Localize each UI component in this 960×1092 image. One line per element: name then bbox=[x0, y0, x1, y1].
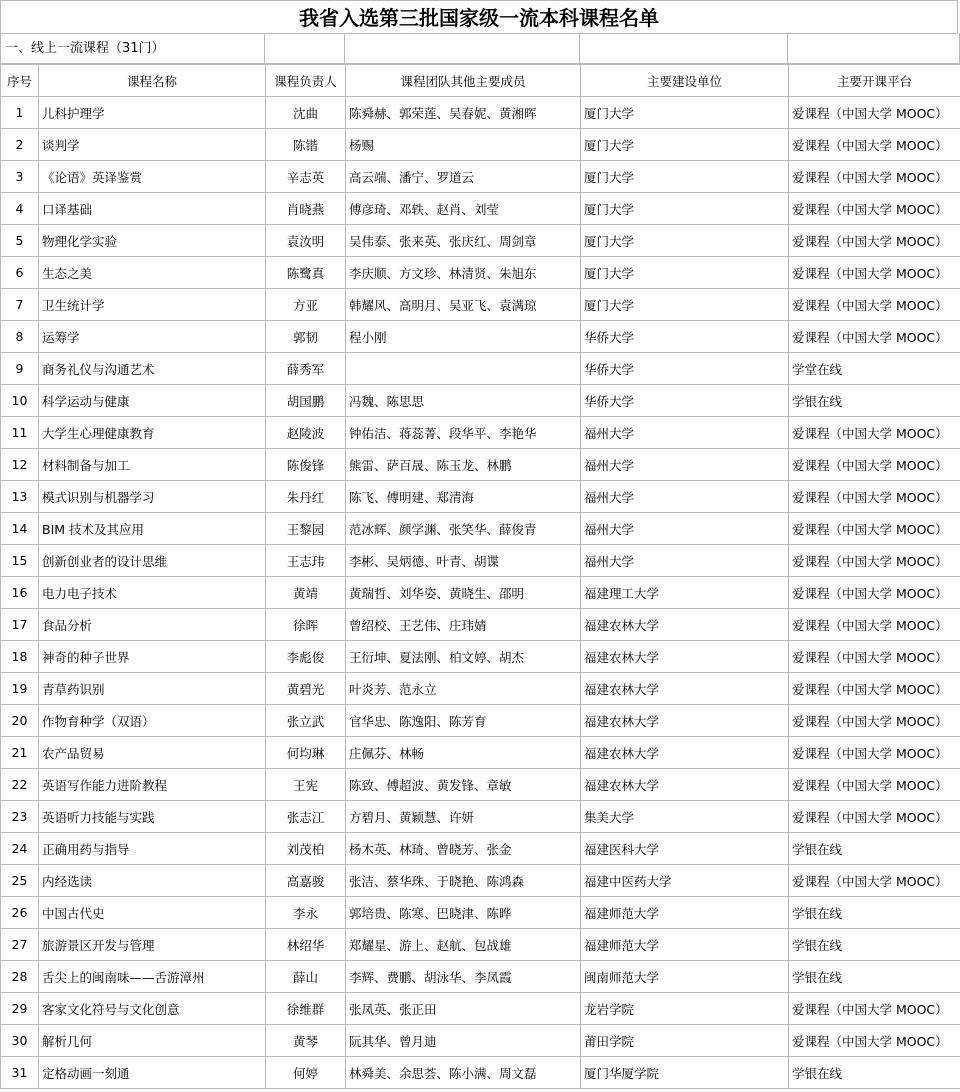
platform: 爱课程（中国大学 MOOC） bbox=[789, 641, 960, 673]
course-name: 大学生心理健康教育 bbox=[39, 417, 266, 449]
build-unit: 厦门大学 bbox=[581, 97, 789, 129]
build-unit: 福建师范大学 bbox=[581, 897, 789, 929]
table-row bbox=[1, 161, 960, 193]
course-lead: 黄碧光 bbox=[266, 673, 346, 705]
course-lead: 何婷 bbox=[266, 1057, 346, 1089]
course-name: 解析几何 bbox=[39, 1025, 266, 1057]
platform: 爱课程（中国大学 MOOC） bbox=[789, 1025, 960, 1057]
build-unit: 厦门大学 bbox=[581, 193, 789, 225]
course-name: 作物育种学（双语） bbox=[39, 705, 266, 737]
course-name: 食品分析 bbox=[39, 609, 266, 641]
platform: 爱课程（中国大学 MOOC） bbox=[789, 577, 960, 609]
course-lead: 辛志英 bbox=[266, 161, 346, 193]
table-row bbox=[1, 417, 960, 449]
course-name: 青草药识别 bbox=[39, 673, 266, 705]
platform: 学堂在线 bbox=[789, 353, 960, 385]
table-row bbox=[1, 705, 960, 737]
row-index: 23 bbox=[1, 801, 39, 833]
table-row bbox=[1, 353, 960, 385]
course-name: 谈判学 bbox=[39, 129, 266, 161]
course-name: 正确用药与指导 bbox=[39, 833, 266, 865]
course-lead: 黄琴 bbox=[266, 1025, 346, 1057]
build-unit: 福建农林大学 bbox=[581, 705, 789, 737]
course-lead: 李永 bbox=[266, 897, 346, 929]
course-name: 生态之美 bbox=[39, 257, 266, 289]
team-members: 陈飞、傅明建、郑清海 bbox=[346, 481, 581, 513]
table-row bbox=[1, 801, 960, 833]
row-index: 1 bbox=[1, 97, 39, 129]
platform: 学银在线 bbox=[789, 961, 960, 993]
page-title: 我省入选第三批国家级一流本科课程名单 bbox=[0, 0, 958, 34]
row-index: 19 bbox=[1, 673, 39, 705]
row-index: 28 bbox=[1, 961, 39, 993]
table-row bbox=[1, 225, 960, 257]
course-table bbox=[0, 64, 960, 1089]
platform: 爱课程（中国大学 MOOC） bbox=[789, 801, 960, 833]
build-unit: 华侨大学 bbox=[581, 321, 789, 353]
build-unit: 福建中医药大学 bbox=[581, 865, 789, 897]
build-unit: 福建农林大学 bbox=[581, 673, 789, 705]
build-unit: 闽南师范大学 bbox=[581, 961, 789, 993]
platform: 爱课程（中国大学 MOOC） bbox=[789, 673, 960, 705]
course-lead: 张立武 bbox=[266, 705, 346, 737]
team-members: 程小刚 bbox=[346, 321, 581, 353]
table-row bbox=[1, 737, 960, 769]
build-unit: 福建农林大学 bbox=[581, 769, 789, 801]
platform: 爱课程（中国大学 MOOC） bbox=[789, 705, 960, 737]
course-name: 舌尖上的闽南味——舌游漳州 bbox=[39, 961, 266, 993]
row-index: 30 bbox=[1, 1025, 39, 1057]
header-row bbox=[1, 65, 960, 97]
team-members: 杨木英、林琦、曾晓芳、张金 bbox=[346, 833, 581, 865]
course-lead: 刘茂柏 bbox=[266, 833, 346, 865]
course-name: 农产品贸易 bbox=[39, 737, 266, 769]
course-lead: 赵陵波 bbox=[266, 417, 346, 449]
team-members: 韩耀风、高明月、吴亚飞、袁满琼 bbox=[346, 289, 581, 321]
course-lead: 陈锴 bbox=[266, 129, 346, 161]
platform: 爱课程（中国大学 MOOC） bbox=[789, 545, 960, 577]
build-unit: 厦门大学 bbox=[581, 225, 789, 257]
table-row bbox=[1, 577, 960, 609]
team-members: 林舜美、余思荟、陈小满、周文磊 bbox=[346, 1057, 581, 1089]
team-members: 郑耀星、游上、赵航、包战雄 bbox=[346, 929, 581, 961]
build-unit: 福建理工大学 bbox=[581, 577, 789, 609]
course-lead: 薛秀军 bbox=[266, 353, 346, 385]
table-row bbox=[1, 961, 960, 993]
build-unit: 福建师范大学 bbox=[581, 929, 789, 961]
course-lead: 袁汝明 bbox=[266, 225, 346, 257]
row-index: 3 bbox=[1, 161, 39, 193]
table-row bbox=[1, 257, 960, 289]
course-name: 电力电子技术 bbox=[39, 577, 266, 609]
course-lead: 黄靖 bbox=[266, 577, 346, 609]
platform: 爱课程（中国大学 MOOC） bbox=[789, 737, 960, 769]
course-lead: 徐晖 bbox=[266, 609, 346, 641]
build-unit: 厦门大学 bbox=[581, 289, 789, 321]
build-unit: 集美大学 bbox=[581, 801, 789, 833]
platform: 爱课程（中国大学 MOOC） bbox=[789, 449, 960, 481]
platform: 爱课程（中国大学 MOOC） bbox=[789, 193, 960, 225]
course-lead: 李彪俊 bbox=[266, 641, 346, 673]
table-row bbox=[1, 609, 960, 641]
course-name: 卫生统计学 bbox=[39, 289, 266, 321]
build-unit: 福州大学 bbox=[581, 449, 789, 481]
table-row bbox=[1, 929, 960, 961]
build-unit: 福建农林大学 bbox=[581, 737, 789, 769]
course-lead: 王志玮 bbox=[266, 545, 346, 577]
build-unit: 福州大学 bbox=[581, 513, 789, 545]
table-row bbox=[1, 129, 960, 161]
table-row bbox=[1, 545, 960, 577]
table-row bbox=[1, 385, 960, 417]
row-index: 27 bbox=[1, 929, 39, 961]
team-members: 范冰辉、颜学渊、张笑华、薛俊青 bbox=[346, 513, 581, 545]
header-unit: 主要建设单位 bbox=[581, 65, 789, 97]
team-members: 官华忠、陈逸阳、陈芳育 bbox=[346, 705, 581, 737]
team-members: 张凤英、张正田 bbox=[346, 993, 581, 1025]
empty-cell bbox=[580, 33, 788, 64]
empty-cell bbox=[265, 33, 345, 64]
row-index: 20 bbox=[1, 705, 39, 737]
course-lead: 林绍华 bbox=[266, 929, 346, 961]
row-index: 25 bbox=[1, 865, 39, 897]
row-index: 5 bbox=[1, 225, 39, 257]
team-members: 钟佑洁、蒋蕊菁、段华平、李艳华 bbox=[346, 417, 581, 449]
build-unit: 福州大学 bbox=[581, 417, 789, 449]
build-unit: 福建农林大学 bbox=[581, 641, 789, 673]
team-members bbox=[346, 353, 581, 385]
course-lead: 郭韧 bbox=[266, 321, 346, 353]
table-row bbox=[1, 97, 960, 129]
course-name: 《论语》英译鉴赏 bbox=[39, 161, 266, 193]
course-lead: 肖晓燕 bbox=[266, 193, 346, 225]
team-members: 陈致、傅超波、黄发锋、章敏 bbox=[346, 769, 581, 801]
table-row bbox=[1, 641, 960, 673]
platform: 爱课程（中国大学 MOOC） bbox=[789, 257, 960, 289]
course-name: 定格动画一刻通 bbox=[39, 1057, 266, 1089]
table-row bbox=[1, 289, 960, 321]
platform: 学银在线 bbox=[789, 1057, 960, 1089]
row-index: 15 bbox=[1, 545, 39, 577]
platform: 爱课程（中国大学 MOOC） bbox=[789, 993, 960, 1025]
row-index: 11 bbox=[1, 417, 39, 449]
platform: 学银在线 bbox=[789, 385, 960, 417]
platform: 爱课程（中国大学 MOOC） bbox=[789, 129, 960, 161]
course-lead: 胡国鹏 bbox=[266, 385, 346, 417]
table-row bbox=[1, 833, 960, 865]
row-index: 26 bbox=[1, 897, 39, 929]
table-row bbox=[1, 993, 960, 1025]
course-name: 物理化学实验 bbox=[39, 225, 266, 257]
team-members: 陈舜赫、郭荣莲、吴春妮、黄湘晖 bbox=[346, 97, 581, 129]
course-lead: 朱丹红 bbox=[266, 481, 346, 513]
table-row bbox=[1, 193, 960, 225]
course-name: 英语听力技能与实践 bbox=[39, 801, 266, 833]
row-index: 16 bbox=[1, 577, 39, 609]
platform: 爱课程（中国大学 MOOC） bbox=[789, 513, 960, 545]
course-name: 科学运动与健康 bbox=[39, 385, 266, 417]
build-unit: 厦门大学 bbox=[581, 161, 789, 193]
table-row bbox=[1, 769, 960, 801]
platform: 爱课程（中国大学 MOOC） bbox=[789, 769, 960, 801]
build-unit: 华侨大学 bbox=[581, 385, 789, 417]
team-members: 叶炎芳、范永立 bbox=[346, 673, 581, 705]
course-lead: 沈曲 bbox=[266, 97, 346, 129]
platform: 爱课程（中国大学 MOOC） bbox=[789, 289, 960, 321]
course-name: 内经选读 bbox=[39, 865, 266, 897]
team-members: 阮其华、曾月迪 bbox=[346, 1025, 581, 1057]
build-unit: 福建医科大学 bbox=[581, 833, 789, 865]
platform: 学银在线 bbox=[789, 833, 960, 865]
build-unit: 厦门大学 bbox=[581, 129, 789, 161]
team-members: 吴伟泰、张来英、张庆红、周剑章 bbox=[346, 225, 581, 257]
table-row bbox=[1, 513, 960, 545]
row-index: 12 bbox=[1, 449, 39, 481]
course-name: 客家文化符号与文化创意 bbox=[39, 993, 266, 1025]
build-unit: 福建农林大学 bbox=[581, 609, 789, 641]
team-members: 王衍坤、夏法刚、柏文婷、胡杰 bbox=[346, 641, 581, 673]
header-course-name: 课程名称 bbox=[39, 65, 266, 97]
team-members: 黄瑞哲、刘华姿、黄晓生、邵明 bbox=[346, 577, 581, 609]
empty-cell bbox=[788, 33, 960, 64]
row-index: 17 bbox=[1, 609, 39, 641]
platform: 爱课程（中国大学 MOOC） bbox=[789, 609, 960, 641]
row-index: 6 bbox=[1, 257, 39, 289]
build-unit: 福州大学 bbox=[581, 481, 789, 513]
table-row bbox=[1, 1057, 960, 1089]
team-members: 李辉、费鹏、胡泳华、李凤霞 bbox=[346, 961, 581, 993]
team-members: 冯魏、陈思思 bbox=[346, 385, 581, 417]
team-members: 庄佩芬、林畅 bbox=[346, 737, 581, 769]
course-name: 神奇的种子世界 bbox=[39, 641, 266, 673]
row-index: 4 bbox=[1, 193, 39, 225]
platform: 爱课程（中国大学 MOOC） bbox=[789, 321, 960, 353]
row-index: 2 bbox=[1, 129, 39, 161]
team-members: 郭培贵、陈寒、巴晓津、陈晔 bbox=[346, 897, 581, 929]
table-row bbox=[1, 673, 960, 705]
course-name: 英语写作能力进阶教程 bbox=[39, 769, 266, 801]
table-row bbox=[1, 865, 960, 897]
build-unit: 龙岩学院 bbox=[581, 993, 789, 1025]
team-members: 熊雷、萨百晟、陈玉龙、林鹏 bbox=[346, 449, 581, 481]
platform: 爱课程（中国大学 MOOC） bbox=[789, 865, 960, 897]
team-members: 李彬、吴炳德、叶青、胡谍 bbox=[346, 545, 581, 577]
build-unit: 华侨大学 bbox=[581, 353, 789, 385]
platform: 爱课程（中国大学 MOOC） bbox=[789, 97, 960, 129]
course-lead: 陈鹭真 bbox=[266, 257, 346, 289]
team-members: 高云端、潘宁、罗道云 bbox=[346, 161, 581, 193]
course-name: 创新创业者的设计思维 bbox=[39, 545, 266, 577]
course-name: BIM 技术及其应用 bbox=[39, 513, 266, 545]
team-members: 傅彦琦、邓轶、赵肖、刘莹 bbox=[346, 193, 581, 225]
row-index: 22 bbox=[1, 769, 39, 801]
row-index: 10 bbox=[1, 385, 39, 417]
course-lead: 徐维群 bbox=[266, 993, 346, 1025]
course-lead: 张志江 bbox=[266, 801, 346, 833]
course-lead: 陈俊锋 bbox=[266, 449, 346, 481]
header-platform: 主要开课平台 bbox=[789, 65, 960, 97]
course-lead: 薛山 bbox=[266, 961, 346, 993]
row-index: 18 bbox=[1, 641, 39, 673]
course-name: 商务礼仪与沟通艺术 bbox=[39, 353, 266, 385]
table-row bbox=[1, 1025, 960, 1057]
course-lead: 王黎园 bbox=[266, 513, 346, 545]
row-index: 9 bbox=[1, 353, 39, 385]
row-index: 14 bbox=[1, 513, 39, 545]
row-index: 13 bbox=[1, 481, 39, 513]
team-members: 方碧月、黄颖慧、许妍 bbox=[346, 801, 581, 833]
platform: 学银在线 bbox=[789, 897, 960, 929]
empty-cell bbox=[345, 33, 580, 64]
course-lead: 方亚 bbox=[266, 289, 346, 321]
build-unit: 福州大学 bbox=[581, 545, 789, 577]
row-index: 29 bbox=[1, 993, 39, 1025]
course-lead: 王宪 bbox=[266, 769, 346, 801]
course-name: 模式识别与机器学习 bbox=[39, 481, 266, 513]
row-index: 21 bbox=[1, 737, 39, 769]
course-name: 儿科护理学 bbox=[39, 97, 266, 129]
platform: 爱课程（中国大学 MOOC） bbox=[789, 417, 960, 449]
table-row bbox=[1, 321, 960, 353]
platform: 爱课程（中国大学 MOOC） bbox=[789, 161, 960, 193]
table-row bbox=[1, 481, 960, 513]
course-name: 旅游景区开发与管理 bbox=[39, 929, 266, 961]
section-heading: 一、线上一流课程（31门） bbox=[5, 41, 165, 56]
header-index: 序号 bbox=[1, 65, 39, 97]
platform: 爱课程（中国大学 MOOC） bbox=[789, 481, 960, 513]
header-team: 课程团队其他主要成员 bbox=[346, 65, 581, 97]
section-cell bbox=[0, 33, 265, 64]
course-name: 运筹学 bbox=[39, 321, 266, 353]
platform: 学银在线 bbox=[789, 929, 960, 961]
team-members: 杨赐 bbox=[346, 129, 581, 161]
section-row bbox=[0, 33, 960, 64]
course-name: 口译基础 bbox=[39, 193, 266, 225]
build-unit: 厦门大学 bbox=[581, 257, 789, 289]
table-row bbox=[1, 449, 960, 481]
row-index: 8 bbox=[1, 321, 39, 353]
course-lead: 高嘉骏 bbox=[266, 865, 346, 897]
course-name: 材料制备与加工 bbox=[39, 449, 266, 481]
row-index: 7 bbox=[1, 289, 39, 321]
build-unit: 莆田学院 bbox=[581, 1025, 789, 1057]
course-name: 中国古代史 bbox=[39, 897, 266, 929]
platform: 爱课程（中国大学 MOOC） bbox=[789, 225, 960, 257]
header-lead: 课程负责人 bbox=[266, 65, 346, 97]
team-members: 曾绍校、王艺伟、庄玮婧 bbox=[346, 609, 581, 641]
course-lead: 何均琳 bbox=[266, 737, 346, 769]
team-members: 张洁、蔡华珠、于晓艳、陈鸿森 bbox=[346, 865, 581, 897]
row-index: 24 bbox=[1, 833, 39, 865]
row-index: 31 bbox=[1, 1057, 39, 1089]
table-row bbox=[1, 897, 960, 929]
build-unit: 厦门华厦学院 bbox=[581, 1057, 789, 1089]
team-members: 李庆顺、方文珍、林清贤、朱旭东 bbox=[346, 257, 581, 289]
